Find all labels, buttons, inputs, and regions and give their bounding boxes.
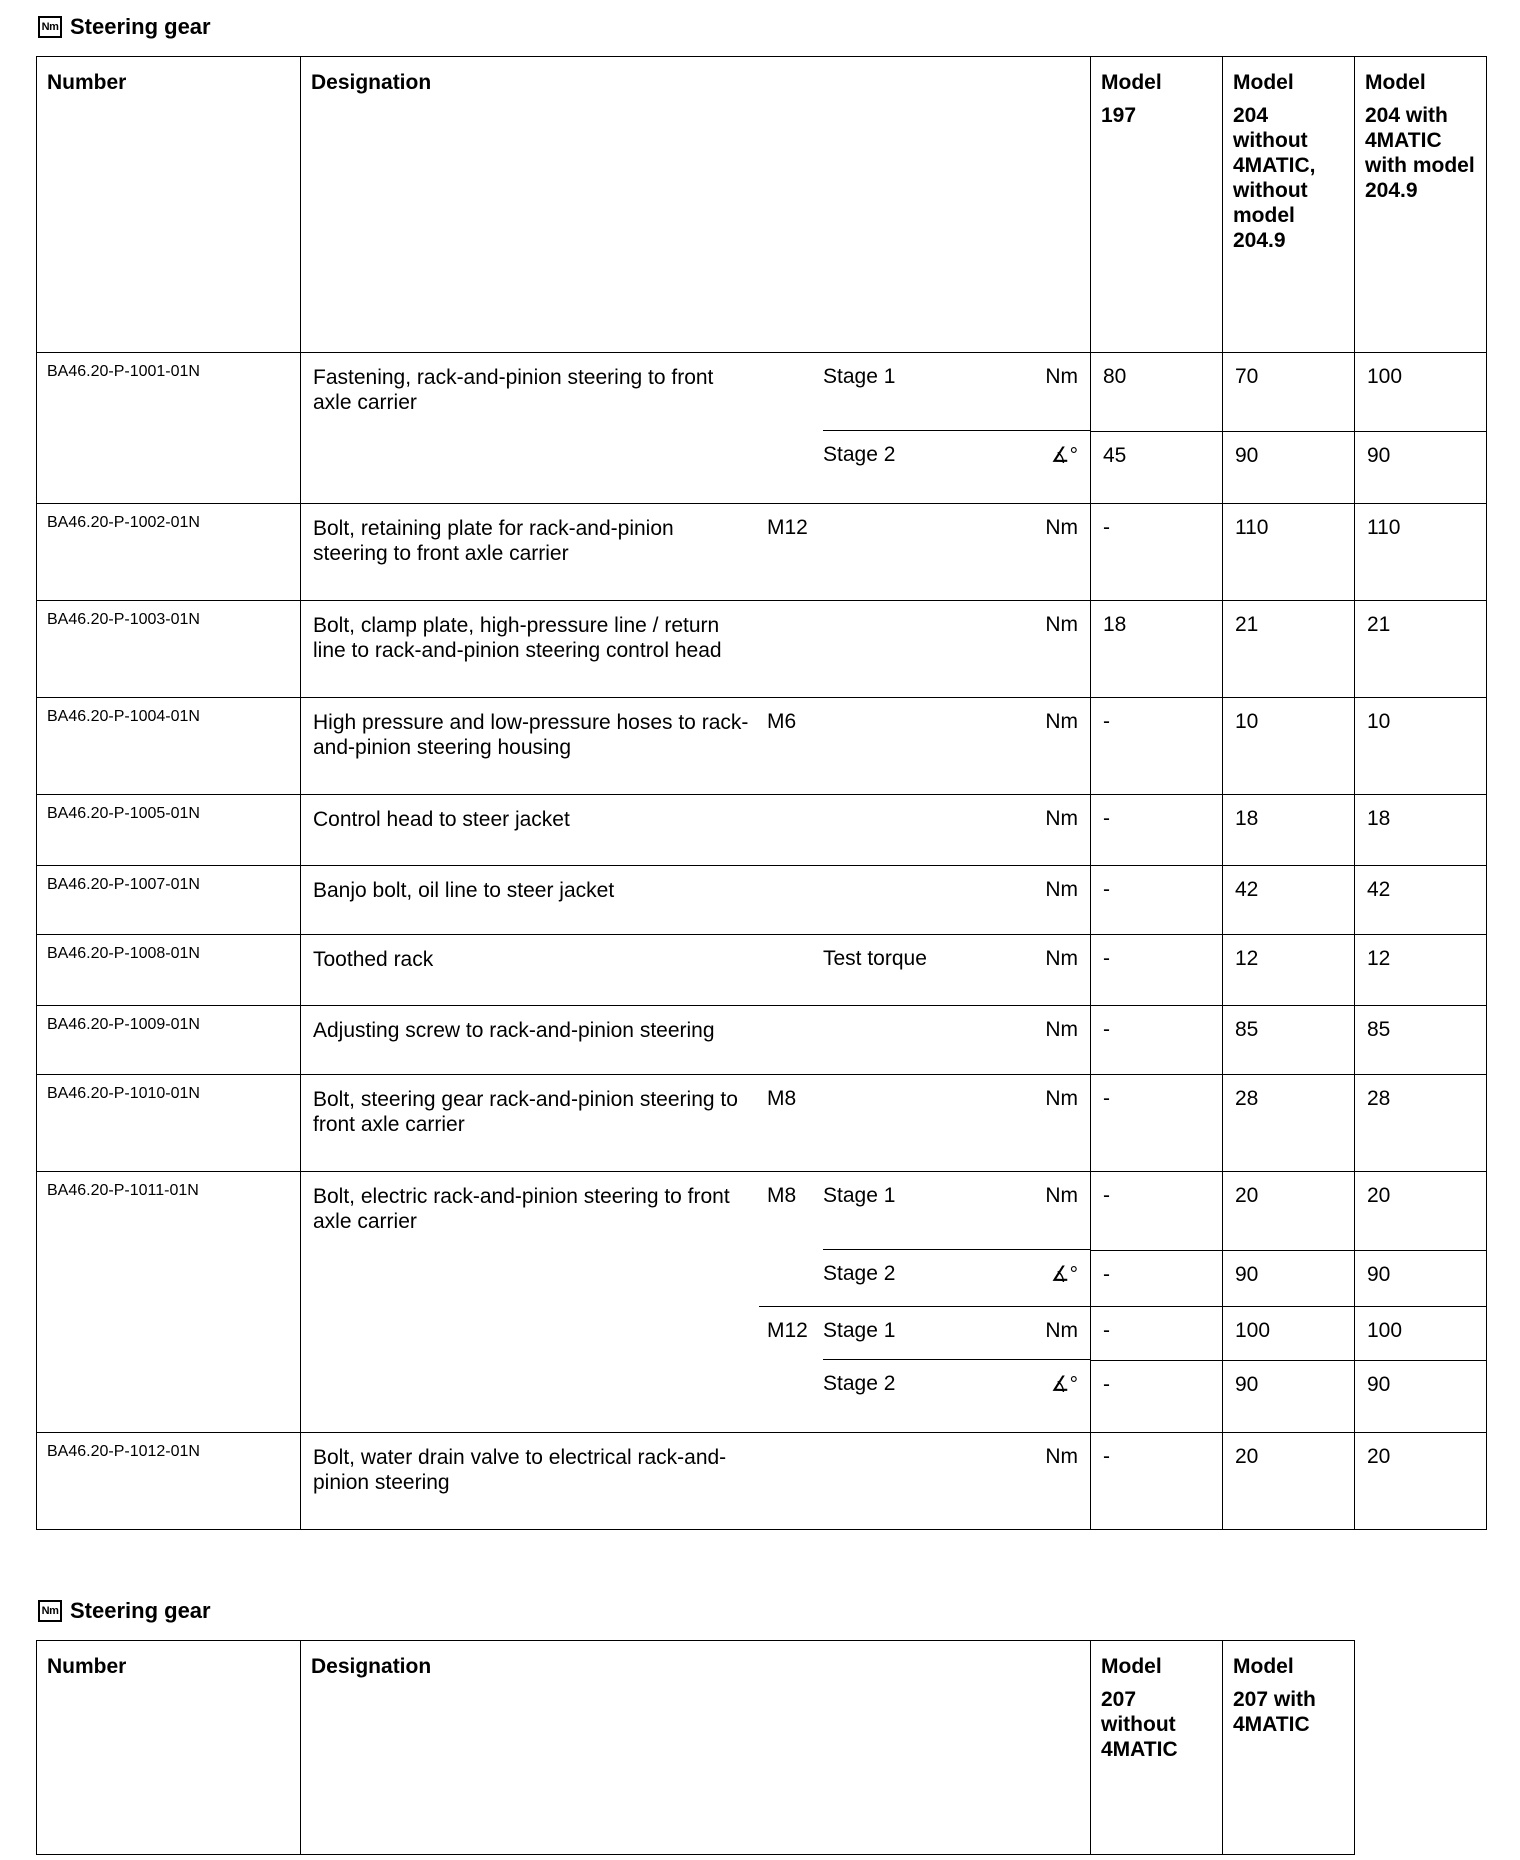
spec-line bbox=[759, 1075, 1090, 1171]
spec-line bbox=[759, 1360, 1090, 1432]
torque-value: 70 bbox=[1235, 365, 1259, 388]
torque-value: 100 bbox=[1223, 1306, 1354, 1360]
model-label: Model bbox=[1233, 1655, 1294, 1678]
spec-line bbox=[759, 504, 1090, 600]
row-designation: Bolt, water drain valve to electrical rack-and-pinion steering bbox=[313, 1446, 727, 1494]
torque-value: 18 bbox=[1235, 807, 1259, 830]
stage-label bbox=[823, 807, 1028, 865]
unit-label: Nm bbox=[1045, 807, 1078, 830]
value-cell-v1 bbox=[1091, 1075, 1223, 1172]
spec-line bbox=[759, 601, 1090, 697]
value-cell-v3 bbox=[1355, 795, 1487, 866]
table-row bbox=[37, 1433, 1487, 1530]
spec-line bbox=[759, 1172, 1090, 1250]
header-model-3 bbox=[1355, 57, 1487, 353]
torque-value: - bbox=[1091, 1360, 1222, 1432]
row-number: BA46.20-P-1001-01N bbox=[37, 353, 301, 504]
value-cell-v1 bbox=[1091, 1433, 1223, 1530]
stage-label bbox=[823, 613, 1028, 697]
torque-value: 18 bbox=[1103, 613, 1127, 636]
row-designation: Bolt, electric rack-and-pinion steering to front axle carrier bbox=[313, 1185, 730, 1233]
value-cell-v1 bbox=[1091, 935, 1223, 1006]
torque-value: 90 bbox=[1355, 1250, 1486, 1306]
row-designation: High pressure and low-pressure hoses to rack-and-pinion steering housing bbox=[313, 711, 749, 759]
torque-value: 80 bbox=[1103, 365, 1127, 388]
model-value: 197 bbox=[1101, 104, 1137, 127]
unit-label: Nm bbox=[1045, 1319, 1078, 1342]
section-2-title-text: Steering gear bbox=[70, 1598, 211, 1623]
table-2-header-row bbox=[37, 1641, 1355, 1855]
header-model-2 bbox=[1223, 57, 1355, 353]
table-1-header-row bbox=[37, 57, 1487, 353]
row-designation-cell bbox=[301, 698, 1091, 795]
value-cell-v3 bbox=[1355, 353, 1487, 504]
row-designation: Adjusting screw to rack-and-pinion steering bbox=[313, 1019, 715, 1042]
value-cell-v2 bbox=[1223, 504, 1355, 601]
row-designation: Bolt, steering gear rack-and-pinion steering to front axle carrier bbox=[313, 1088, 738, 1136]
section-1-title-text: Steering gear bbox=[70, 14, 211, 39]
torque-value: 45 bbox=[1091, 431, 1222, 503]
row-designation-cell bbox=[301, 1433, 1091, 1530]
bolt-size: M8 bbox=[767, 1184, 797, 1207]
spec-line bbox=[759, 698, 1090, 794]
unit-label: ∡° bbox=[1050, 1262, 1078, 1286]
unit-label: Nm bbox=[1045, 1184, 1078, 1207]
model-label: Model bbox=[1101, 1655, 1162, 1678]
value-cell-v1 bbox=[1091, 1172, 1223, 1433]
unit-label: Nm bbox=[1045, 516, 1078, 539]
stage-label: Stage 2 bbox=[823, 442, 896, 466]
torque-value: - bbox=[1091, 1250, 1222, 1306]
stage-label bbox=[823, 878, 1028, 934]
torque-value: 20 bbox=[1235, 1184, 1259, 1207]
unit-label: Nm bbox=[1045, 365, 1078, 388]
header-model-1 bbox=[1091, 1641, 1223, 1855]
value-cell-v1 bbox=[1091, 795, 1223, 866]
bolt-size: M8 bbox=[767, 1087, 797, 1110]
model-value: 207 without 4MATIC bbox=[1101, 1688, 1178, 1761]
value-cell-v1 bbox=[1091, 698, 1223, 795]
spec-line bbox=[759, 795, 1090, 865]
table-row bbox=[37, 601, 1487, 698]
bolt-size: M12 bbox=[767, 1319, 808, 1342]
torque-value: 21 bbox=[1235, 613, 1259, 636]
spec-line bbox=[759, 1433, 1090, 1529]
spec-line bbox=[759, 353, 1090, 431]
torque-value: 12 bbox=[1367, 947, 1391, 970]
torque-value: 90 bbox=[1223, 1250, 1354, 1306]
row-designation-cell bbox=[301, 866, 1091, 935]
torque-value: 20 bbox=[1367, 1445, 1391, 1468]
value-cell-v1 bbox=[1091, 504, 1223, 601]
value-cell-v3 bbox=[1355, 1172, 1487, 1433]
torque-value: 20 bbox=[1235, 1445, 1259, 1468]
torque-value: - bbox=[1103, 710, 1110, 733]
value-cell-v3 bbox=[1355, 935, 1487, 1006]
row-designation-cell bbox=[301, 1075, 1091, 1172]
value-cell-v1 bbox=[1091, 353, 1223, 504]
row-designation-cell bbox=[301, 353, 1091, 504]
header-designation: Designation bbox=[301, 1641, 1091, 1855]
row-number: BA46.20-P-1011-01N bbox=[37, 1172, 301, 1433]
unit-label: ∡° bbox=[1050, 1372, 1078, 1396]
torque-value: - bbox=[1103, 1018, 1110, 1041]
value-cell-v2 bbox=[1223, 795, 1355, 866]
torque-value: 90 bbox=[1355, 1360, 1486, 1432]
row-designation: Bolt, retaining plate for rack-and-pinion steering to front axle carrier bbox=[313, 517, 674, 565]
stage-label: Stage 2 bbox=[823, 1371, 896, 1395]
row-number: BA46.20-P-1003-01N bbox=[37, 601, 301, 698]
torque-value: 42 bbox=[1235, 878, 1259, 901]
value-cell-v2 bbox=[1223, 1433, 1355, 1530]
table-row bbox=[37, 935, 1487, 1006]
value-cell-v3 bbox=[1355, 698, 1487, 795]
torque-value: 90 bbox=[1223, 431, 1354, 503]
header-model-1 bbox=[1091, 57, 1223, 353]
torque-value: - bbox=[1103, 516, 1110, 539]
value-cell-v3 bbox=[1355, 504, 1487, 601]
row-number: BA46.20-P-1010-01N bbox=[37, 1075, 301, 1172]
torque-value: - bbox=[1103, 1087, 1110, 1110]
torque-value: 85 bbox=[1235, 1018, 1259, 1041]
value-cell-v1 bbox=[1091, 601, 1223, 698]
torque-value: - bbox=[1103, 1445, 1110, 1468]
unit-label: Nm bbox=[1045, 947, 1078, 970]
row-designation-cell bbox=[301, 795, 1091, 866]
unit-label: Nm bbox=[1045, 1445, 1078, 1468]
value-cell-v2 bbox=[1223, 935, 1355, 1006]
row-number: BA46.20-P-1008-01N bbox=[37, 935, 301, 1006]
table-row bbox=[37, 1006, 1487, 1075]
row-designation-cell bbox=[301, 504, 1091, 601]
value-cell-v3 bbox=[1355, 866, 1487, 935]
stage-label bbox=[823, 710, 1028, 794]
row-designation-cell bbox=[301, 1172, 1091, 1433]
spec-line bbox=[759, 1306, 1090, 1360]
torque-value: 100 bbox=[1355, 1306, 1486, 1360]
unit-label: ∡° bbox=[1050, 443, 1078, 467]
torque-value: - bbox=[1103, 878, 1110, 901]
torque-value: 85 bbox=[1367, 1018, 1391, 1041]
table-row bbox=[37, 1075, 1487, 1172]
torque-table-1 bbox=[36, 56, 1487, 1530]
row-number: BA46.20-P-1009-01N bbox=[37, 1006, 301, 1075]
model-label: Model bbox=[1233, 71, 1294, 94]
model-value: 207 with 4MATIC bbox=[1233, 1688, 1316, 1736]
torque-value: 20 bbox=[1367, 1184, 1391, 1207]
stage-label bbox=[823, 516, 1028, 600]
stage-label: Test torque bbox=[823, 947, 927, 970]
row-number: BA46.20-P-1004-01N bbox=[37, 698, 301, 795]
value-cell-v1 bbox=[1091, 1006, 1223, 1075]
stage-label: Stage 1 bbox=[823, 1319, 896, 1342]
torque-value: 10 bbox=[1367, 710, 1391, 733]
model-label: Model bbox=[1365, 71, 1426, 94]
unit-label: Nm bbox=[1045, 1087, 1078, 1110]
torque-value: 28 bbox=[1235, 1087, 1259, 1110]
model-value: 204 without 4MATIC, without model 204.9 bbox=[1233, 104, 1316, 252]
value-cell-v2 bbox=[1223, 1075, 1355, 1172]
value-cell-v3 bbox=[1355, 1006, 1487, 1075]
row-designation: Bolt, clamp plate, high-pressure line / return line to rack-and-pinion steering control head bbox=[313, 614, 722, 662]
torque-nm-icon: Nm bbox=[38, 1600, 62, 1622]
torque-value: 110 bbox=[1367, 516, 1401, 539]
spec-line bbox=[759, 1006, 1090, 1074]
header-model-2 bbox=[1223, 1641, 1355, 1855]
spec-line bbox=[759, 935, 1090, 1005]
torque-table-2 bbox=[36, 1640, 1355, 1855]
section-1-title bbox=[38, 12, 211, 42]
row-number: BA46.20-P-1002-01N bbox=[37, 504, 301, 601]
unit-label: Nm bbox=[1045, 613, 1078, 636]
table-row bbox=[37, 866, 1487, 935]
bolt-size: M12 bbox=[767, 516, 808, 539]
stage-label: Stage 1 bbox=[823, 1184, 896, 1207]
row-designation: Toothed rack bbox=[313, 948, 434, 971]
stage-label bbox=[823, 1018, 1028, 1074]
table-row bbox=[37, 698, 1487, 795]
table-row bbox=[37, 1172, 1487, 1433]
table-row bbox=[37, 353, 1487, 504]
unit-label: Nm bbox=[1045, 710, 1078, 733]
row-number: BA46.20-P-1005-01N bbox=[37, 795, 301, 866]
row-designation-cell bbox=[301, 935, 1091, 1006]
torque-value: - bbox=[1091, 1306, 1222, 1360]
torque-value: 12 bbox=[1235, 947, 1259, 970]
torque-value: 18 bbox=[1367, 807, 1391, 830]
model-label: Model bbox=[1101, 71, 1162, 94]
spec-line bbox=[759, 431, 1090, 503]
spec-line bbox=[759, 866, 1090, 934]
row-designation-cell bbox=[301, 601, 1091, 698]
value-cell-v2 bbox=[1223, 353, 1355, 504]
row-number: BA46.20-P-1007-01N bbox=[37, 866, 301, 935]
unit-label: Nm bbox=[1045, 878, 1078, 901]
torque-value: 90 bbox=[1223, 1360, 1354, 1432]
table-row bbox=[37, 795, 1487, 866]
value-cell-v2 bbox=[1223, 866, 1355, 935]
torque-value: 28 bbox=[1367, 1087, 1391, 1110]
header-designation: Designation bbox=[301, 57, 1091, 353]
stage-label: Stage 1 bbox=[823, 365, 896, 388]
torque-value: 100 bbox=[1367, 365, 1403, 388]
stage-label bbox=[823, 1445, 1028, 1529]
row-designation-cell bbox=[301, 1006, 1091, 1075]
row-designation: Fastening, rack-and-pinion steering to front axle carrier bbox=[313, 366, 714, 414]
value-cell-v3 bbox=[1355, 1075, 1487, 1172]
spec-line bbox=[759, 1250, 1090, 1306]
unit-label: Nm bbox=[1045, 1018, 1078, 1041]
torque-value: 110 bbox=[1235, 516, 1269, 539]
torque-value: - bbox=[1103, 807, 1110, 830]
torque-value: 21 bbox=[1367, 613, 1391, 636]
header-number: Number bbox=[37, 57, 301, 353]
value-cell-v2 bbox=[1223, 1006, 1355, 1075]
row-designation: Banjo bolt, oil line to steer jacket bbox=[313, 879, 615, 902]
stage-label: Stage 2 bbox=[823, 1261, 896, 1285]
value-cell-v2 bbox=[1223, 1172, 1355, 1433]
row-designation: Control head to steer jacket bbox=[313, 808, 570, 831]
torque-value: 42 bbox=[1367, 878, 1391, 901]
value-cell-v2 bbox=[1223, 601, 1355, 698]
value-cell-v3 bbox=[1355, 601, 1487, 698]
table-row bbox=[37, 504, 1487, 601]
row-number: BA46.20-P-1012-01N bbox=[37, 1433, 301, 1530]
stage-label bbox=[823, 1087, 1028, 1171]
value-cell-v3 bbox=[1355, 1433, 1487, 1530]
torque-value: - bbox=[1103, 947, 1110, 970]
value-cell-v1 bbox=[1091, 866, 1223, 935]
torque-nm-icon: Nm bbox=[38, 16, 62, 38]
bolt-size: M6 bbox=[767, 710, 797, 733]
torque-value: 90 bbox=[1355, 431, 1486, 503]
torque-value: 10 bbox=[1235, 710, 1259, 733]
value-cell-v2 bbox=[1223, 698, 1355, 795]
model-value: 204 with 4MATIC with model 204.9 bbox=[1365, 104, 1475, 202]
header-number: Number bbox=[37, 1641, 301, 1855]
torque-value: - bbox=[1103, 1184, 1110, 1207]
section-2-title bbox=[38, 1596, 211, 1626]
